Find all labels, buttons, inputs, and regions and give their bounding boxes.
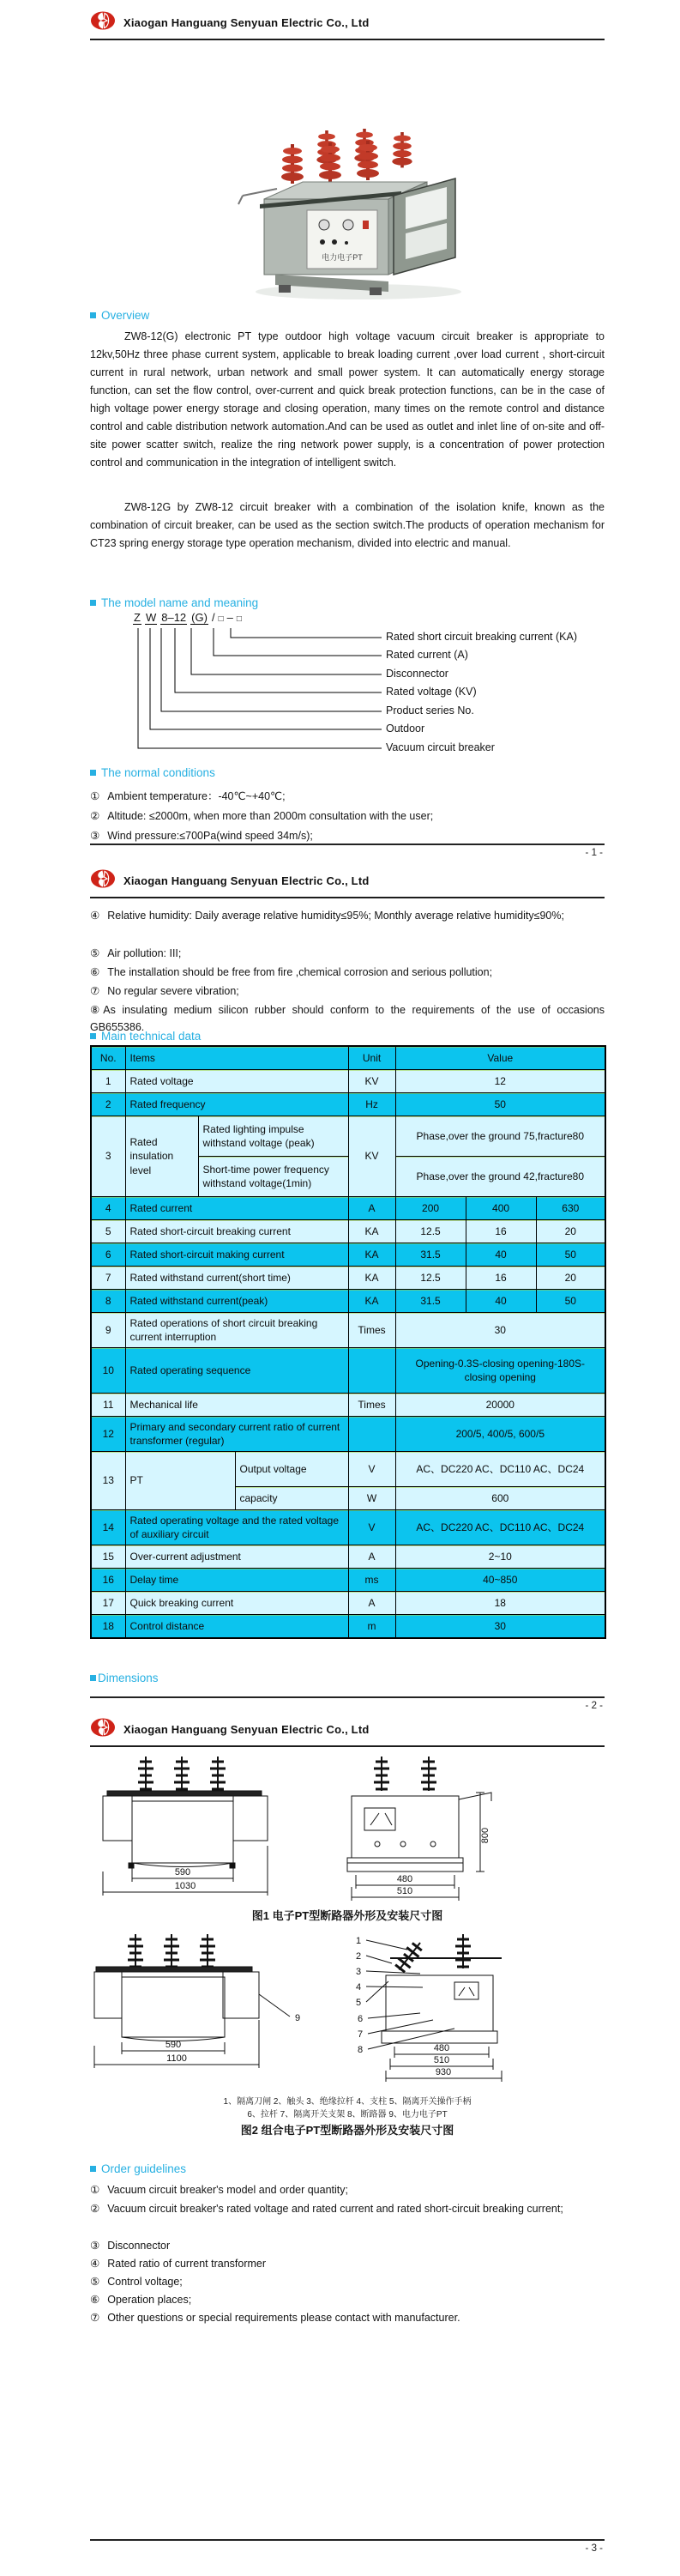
callout-number: 4 <box>356 1982 362 1992</box>
section-order-title: Order guidelines <box>101 2162 187 2175</box>
table-row: 12 Primary and secondary current ratio of current transformer (regular) 200/5, 400/5, 600/5 <box>91 1417 605 1452</box>
list-item: ④ Rated ratio of current transformer <box>90 2258 267 2270</box>
section-bullet <box>90 312 96 318</box>
page-divider <box>90 844 605 845</box>
model-code-part: Z <box>134 611 141 624</box>
list-item: ④ Relative humidity: Daily average relative humidity≤95%; Monthly average relative humidity≤90%; <box>90 910 564 922</box>
table-row: 16 Delay time ms 40~850 <box>91 1569 605 1592</box>
model-code-part: (G) <box>191 611 208 624</box>
list-item: ① Vacuum circuit breaker's model and order quantity; <box>90 2184 348 2196</box>
model-meaning-diagram <box>90 611 622 757</box>
company-logo-icon <box>90 10 116 35</box>
product-photo <box>226 129 488 302</box>
section-normal-conditions <box>90 766 215 779</box>
model-label: Vacuum circuit breaker <box>386 741 495 753</box>
table-row: 5 Rated short-circuit breaking current KA 12.5 16 20 <box>91 1220 605 1243</box>
section-bullet <box>90 1675 96 1681</box>
dim-label: 480 <box>396 1874 413 1884</box>
table-row: 8 Rated withstand current(peak) KA 31.5 40 50 <box>91 1290 605 1313</box>
overview-paragraph-1: ZW8-12(G) electronic PT type outdoor high voltage vacuum circuit breaker is appropriate to 12kv,50Hz three phase current system, applicable to break loading current ,over load current , short-circuit current in rural network, urban network and small power system. It can automatically energy storage function, can set the flow control, over-current and quick break protection functions, can be in the case of high voltage power energy storage and closing operation, many times on the remote control and distance control and cable distribution network automation.And can be used as outlet and inlet line of on-site and off-site power scatter switch, realize the ring network power supply, is a concentration of power protection control and communication in the integration of intelligent switch. <box>90 330 605 469</box>
page-divider <box>90 2539 605 2541</box>
overview-paragraph-2: ZW8-12G by ZW8-12 circuit breaker with a combination of the isolation knife, known as the combination of circuit breaker, can be used as the section switch.The products of operation mechanism for CT23 spring energy storage type operation mechanism, divided into electric and manual. <box>90 501 605 549</box>
callout-number: 8 <box>358 2045 364 2055</box>
dim-label: 930 <box>435 2067 452 2077</box>
table-header-row: No. Items Unit Value <box>91 1046 605 1070</box>
model-label: Rated short circuit breaking current (KA) <box>386 631 578 643</box>
table-row: capacity W 600 <box>91 1487 605 1510</box>
technical-data-table <box>90 1045 606 1639</box>
callout-number: 6 <box>358 2014 364 2024</box>
list-item: ⑥ Operation places; <box>90 2294 192 2306</box>
table-row: 17 Quick breaking current A 18 <box>91 1592 605 1615</box>
figure1-drawing <box>90 1755 605 1905</box>
model-code-placeholder: □ <box>218 614 224 624</box>
callout-number: 3 <box>356 1967 362 1977</box>
model-label: Rated current (A) <box>386 649 468 661</box>
list-item: ① Ambient temperature：-40℃~+40℃; <box>90 790 286 802</box>
page-number: - 2 - <box>585 1701 603 1711</box>
table-row: 13 PT Output voltage V AC、DC220 AC、DC110 AC、DC24 <box>91 1452 605 1487</box>
dim-label: 590 <box>165 2040 182 2050</box>
model-label: Product series No. <box>386 704 474 717</box>
company-logo-icon <box>90 868 116 893</box>
section-bullet <box>90 1033 96 1039</box>
model-code-part: 8–12 <box>161 611 187 624</box>
list-item: ③ Disconnector <box>90 2240 171 2252</box>
section-overview-title: Overview <box>101 309 150 322</box>
dim-label: 510 <box>433 2055 450 2065</box>
callout-number: 1 <box>356 1936 362 1946</box>
list-item: ⑤ Control voltage; <box>90 2276 183 2288</box>
table-row: Short-time power frequency withstand voltage(1min) Phase,over the ground 42,fracture80 <box>91 1157 605 1197</box>
page-number: - 1 - <box>585 848 603 858</box>
section-order-guidelines <box>90 2162 186 2175</box>
table-row: 14 Rated operating voltage and the rated voltage of auxiliary circuit V AC、DC220 AC、DC110 AC、DC24 <box>91 1510 605 1545</box>
section-dimensions <box>90 1672 159 1684</box>
list-item: ② Altitude: ≤2000m, when more than 2000m consultation with the user; <box>90 810 434 822</box>
figure1-caption: 图1 电子PT型断路器外形及安装尺寸图 <box>251 1909 443 1922</box>
table-row: 9 Rated operations of short circuit breaking current interruption Times 30 <box>91 1313 605 1348</box>
list-item: ③ Wind pressure:≤700Pa(wind speed 34m/s); <box>90 830 313 842</box>
section-overview <box>90 309 149 322</box>
list-item: ⑥ The installation should be free from fire ,chemical corrosion and serious pollution; <box>90 966 493 978</box>
figure2-drawing <box>90 1932 605 2089</box>
section-dimensions-title: Dimensions <box>98 1672 159 1684</box>
section-bullet <box>90 2166 96 2172</box>
table-row: 3 Rated insulation level Rated lighting impulse withstand voltage (peak) KV Phase,over the ground 75,fracture80 <box>91 1116 605 1157</box>
figure2-legend-line2: 6、拉杆 7、隔离开关支架 8、断路器 9、电力电子PT <box>247 2110 448 2119</box>
table-row: 15 Over-current adjustment A 2~10 <box>91 1545 605 1569</box>
section-normal-title: The normal conditions <box>101 766 215 779</box>
callout-number: 5 <box>356 1998 362 2008</box>
dim-label: 1100 <box>166 2053 187 2064</box>
company-logo-icon <box>90 1717 116 1742</box>
list-item: ⑦ No regular severe vibration; <box>90 985 239 997</box>
table-row: 6 Rated short-circuit making current KA 31.5 40 50 <box>91 1243 605 1267</box>
list-item: ⑧As insulating medium silicon rubber should conform to the requirements of the use of occasions GB655386. <box>90 1004 605 1033</box>
dim-label: 800 <box>480 1827 490 1844</box>
table-row: 2 Rated frequency Hz 50 <box>91 1093 605 1116</box>
table-row: 10 Rated operating sequence Opening-0.3S-closing opening-180S-closing opening <box>91 1348 605 1394</box>
section-bullet <box>90 770 96 776</box>
page-header <box>90 868 605 898</box>
section-technical-data <box>90 1030 201 1043</box>
page-divider <box>90 1696 605 1698</box>
figure2-legend-line1: 1、隔离刀闸 2、触头 3、绝缘拉杆 4、支柱 5、隔离开关操作手柄 <box>223 2097 472 2107</box>
list-item: ② Vacuum circuit breaker's rated voltage and rated current and rated short-circuit breaking current; <box>90 2203 563 2215</box>
page-header <box>90 10 605 40</box>
table-row: 7 Rated withstand current(short time) KA 12.5 16 20 <box>91 1267 605 1290</box>
figure2-caption: 图2 组合电子PT型断路器外形及安装尺寸图 <box>240 2124 454 2137</box>
company-name: Xiaogan Hanguang Senyuan Electric Co., Ltd <box>123 874 370 887</box>
panel-label: 电力电子PT <box>322 253 363 262</box>
model-code-part: – <box>226 611 233 624</box>
model-code-part: W <box>145 611 157 624</box>
model-code <box>133 611 245 625</box>
section-model <box>90 596 258 609</box>
page-number: - 3 - <box>585 2543 603 2554</box>
section-model-title: The model name and meaning <box>101 596 259 609</box>
list-item: ⑦ Other questions or special requirements please contact with manufacturer. <box>90 2312 460 2324</box>
dim-label: 510 <box>396 1886 413 1896</box>
callout-number: 7 <box>358 2029 364 2040</box>
model-label: Disconnector <box>386 668 448 680</box>
page-header <box>90 1717 605 1747</box>
table-row: 1 Rated voltage KV 12 <box>91 1070 605 1093</box>
dim-label: 1030 <box>174 1881 196 1891</box>
dim-label: 590 <box>174 1867 191 1878</box>
model-label: Outdoor <box>386 723 425 735</box>
model-code-part: / <box>211 611 215 624</box>
table-row: 11 Mechanical life Times 20000 <box>91 1394 605 1417</box>
list-item: ⑤ Air pollution: III; <box>90 947 182 959</box>
model-connector-lines <box>90 628 399 757</box>
model-label: Rated voltage (KV) <box>386 686 477 698</box>
dim-label: 480 <box>433 2043 450 2053</box>
section-bullet <box>90 600 96 606</box>
table-row: 18 Control distance m 30 <box>91 1615 605 1639</box>
model-code-placeholder: □ <box>236 614 242 624</box>
table-row: 4 Rated current A 200 400 630 <box>91 1197 605 1220</box>
company-name: Xiaogan Hanguang Senyuan Electric Co., Ltd <box>123 1723 370 1736</box>
callout-number: 9 <box>295 2013 301 2023</box>
callout-number: 2 <box>356 1951 362 1962</box>
company-name: Xiaogan Hanguang Senyuan Electric Co., Ltd <box>123 16 370 29</box>
section-technical-title: Main technical data <box>101 1030 202 1043</box>
